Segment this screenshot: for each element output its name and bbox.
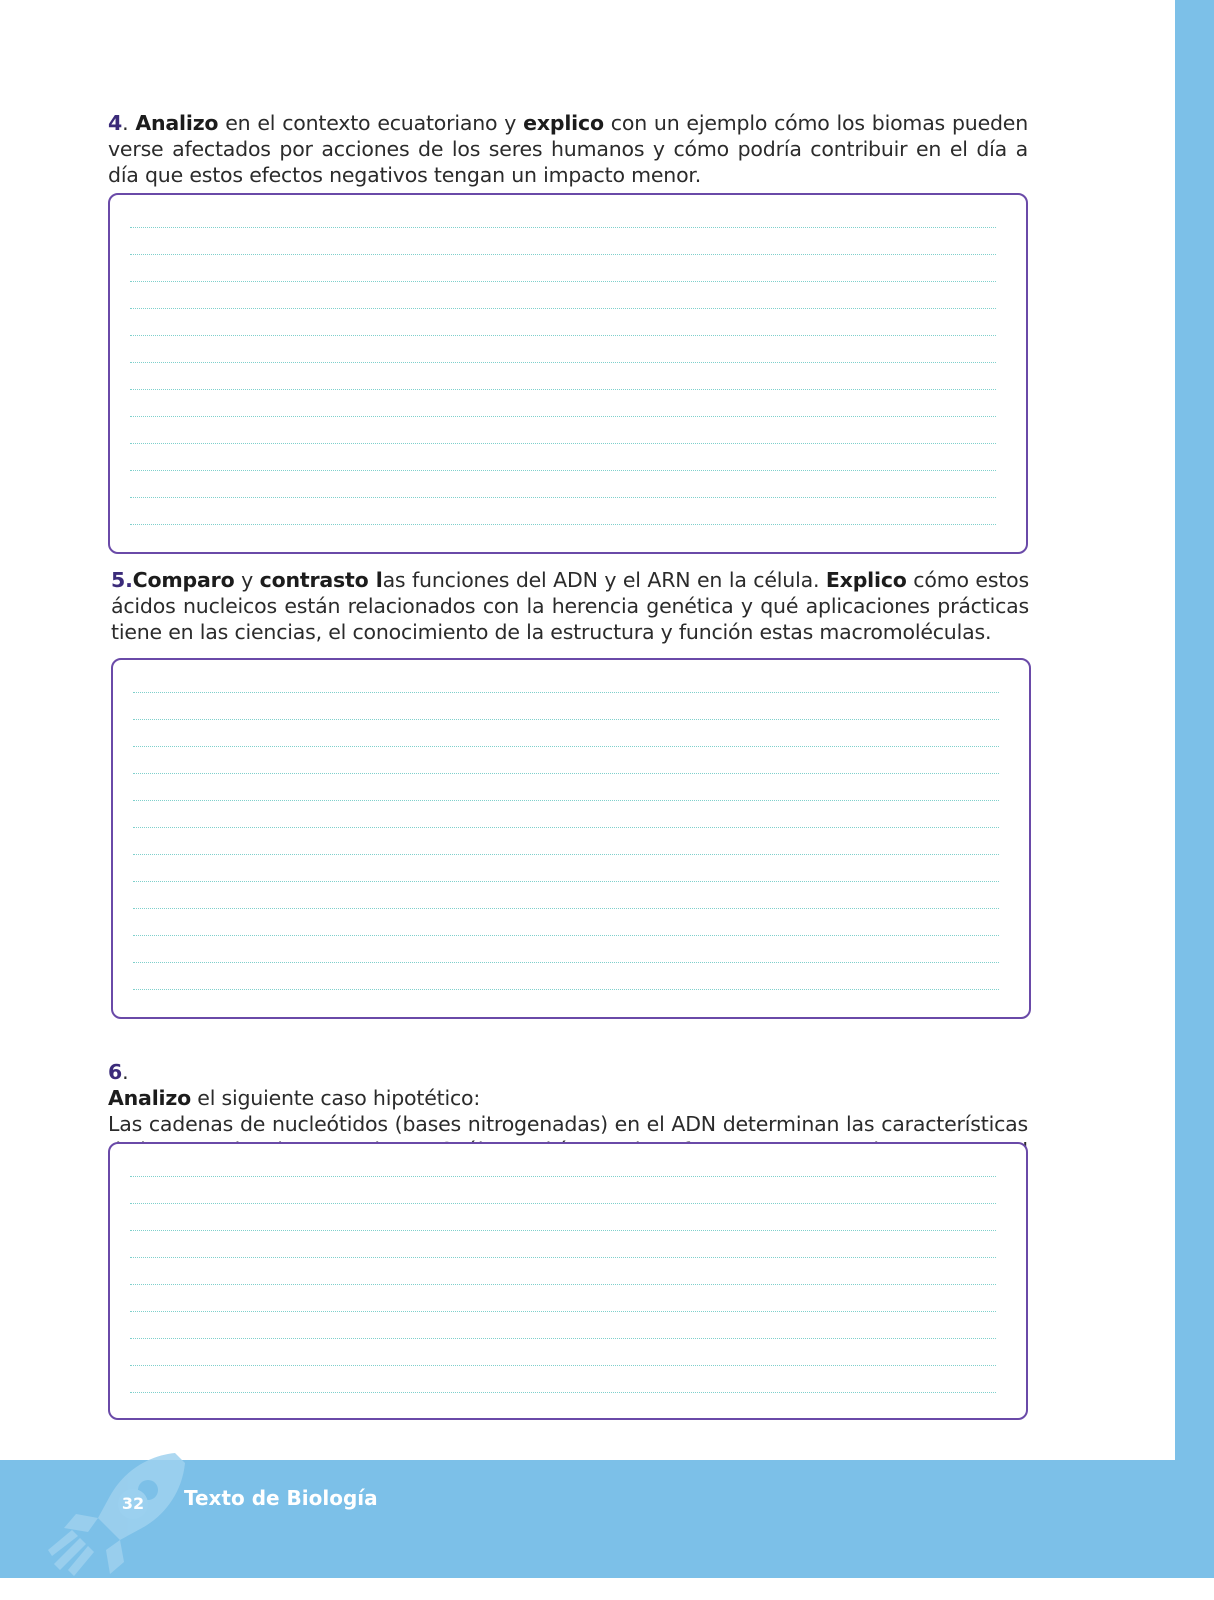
answer-line (130, 362, 996, 363)
answer-box-6[interactable] (108, 1142, 1028, 1420)
footer-title: Texto de Biología (184, 1486, 378, 1510)
question-5: 5.Comparo y contrasto las funciones del ADN y el ARN en la célula. Explico cómo estos ácidos nucleicos están relacionados con la herencia genética y qué aplicaciones prácticas tiene en las ciencias, el conocimiento de la estructura y función estas macromoléculas. (111, 568, 1029, 644)
answer-line (130, 1338, 996, 1339)
answer-line (130, 497, 996, 498)
bold-keyword: Explico (825, 568, 907, 592)
rocket-icon (40, 1448, 190, 1578)
answer-line (133, 935, 999, 936)
bold-keyword: explico (523, 111, 604, 135)
answer-box-5[interactable] (111, 658, 1031, 1019)
question-text (108, 111, 1028, 187)
answer-line (130, 254, 996, 255)
bold-keyword: Comparo (132, 568, 235, 592)
answer-line (133, 692, 999, 693)
text-run: con un ejemplo cómo los biomas pueden verse afectados por acciones de los seres humanos y cómo podría contribuir en el día a día que estos efectos negativos tengan un impacto menor. (108, 111, 1028, 187)
bold-keyword: Analizo (135, 111, 219, 135)
answer-line (130, 1365, 996, 1366)
answer-line (133, 800, 999, 801)
answer-line (130, 308, 996, 309)
answer-line (130, 416, 996, 417)
answer-line (130, 1392, 996, 1393)
text-run: cómo estos ácidos nucleicos están relacionados con la herencia genética y qué aplicaciones prácticas tiene en las ciencias, el conocimiento de la estructura y función estas macromoléculas. (111, 568, 1029, 644)
answer-line (130, 1203, 996, 1204)
answer-line (130, 1230, 996, 1231)
answer-line (133, 719, 999, 720)
text-run: as funciones del ADN y el ARN en la célula. (382, 568, 826, 592)
question-text (111, 568, 1029, 644)
bottom-margin (0, 1578, 1214, 1600)
answer-line (130, 470, 996, 471)
question-number: 4 (108, 111, 123, 135)
answer-line (133, 746, 999, 747)
answer-line (130, 1257, 996, 1258)
answer-line (133, 827, 999, 828)
question-4: 4. Analizo en el contexto ecuatoriano y explico con un ejemplo cómo los biomas pueden verse afectados por acciones de los seres humanos y cómo podría contribuir en el día a día que estos efectos negativos tengan un impacto menor. (108, 111, 1028, 187)
question-6: 6. Analizo el siguiente caso hipotético: Las cadenas de nucleótidos (bases nitrogenadas) en el ADN determinan las características (108, 1033, 1028, 1189)
text-run: en el contexto ecuatoriano y (218, 111, 524, 135)
text-run: y (234, 568, 260, 592)
answer-line (130, 1311, 996, 1312)
answer-line (133, 881, 999, 882)
bold-keyword: contrasto l (259, 568, 383, 592)
answer-line (130, 335, 996, 336)
answer-line (133, 989, 999, 990)
answer-line (130, 1284, 996, 1285)
question-number: 5 (111, 568, 126, 592)
answer-line (133, 908, 999, 909)
answer-box-4[interactable] (108, 193, 1028, 554)
answer-line (133, 773, 999, 774)
answer-line (130, 443, 996, 444)
question-number: 6 (108, 1060, 123, 1084)
page-number: 32 (118, 1489, 148, 1519)
answer-line (133, 854, 999, 855)
answer-line (130, 227, 996, 228)
bold-keyword: Analizo (108, 1086, 191, 1110)
answer-line (133, 962, 999, 963)
text-run: el siguiente caso hipotético: Las cadenas de nucleótidos (bases nitrogenadas) en el ADN determinan las características (108, 1086, 1028, 1136)
answer-line (130, 389, 996, 390)
answer-line (130, 281, 996, 282)
side-accent-bar (1175, 0, 1214, 1600)
answer-line (130, 1176, 996, 1177)
answer-line (130, 524, 996, 525)
